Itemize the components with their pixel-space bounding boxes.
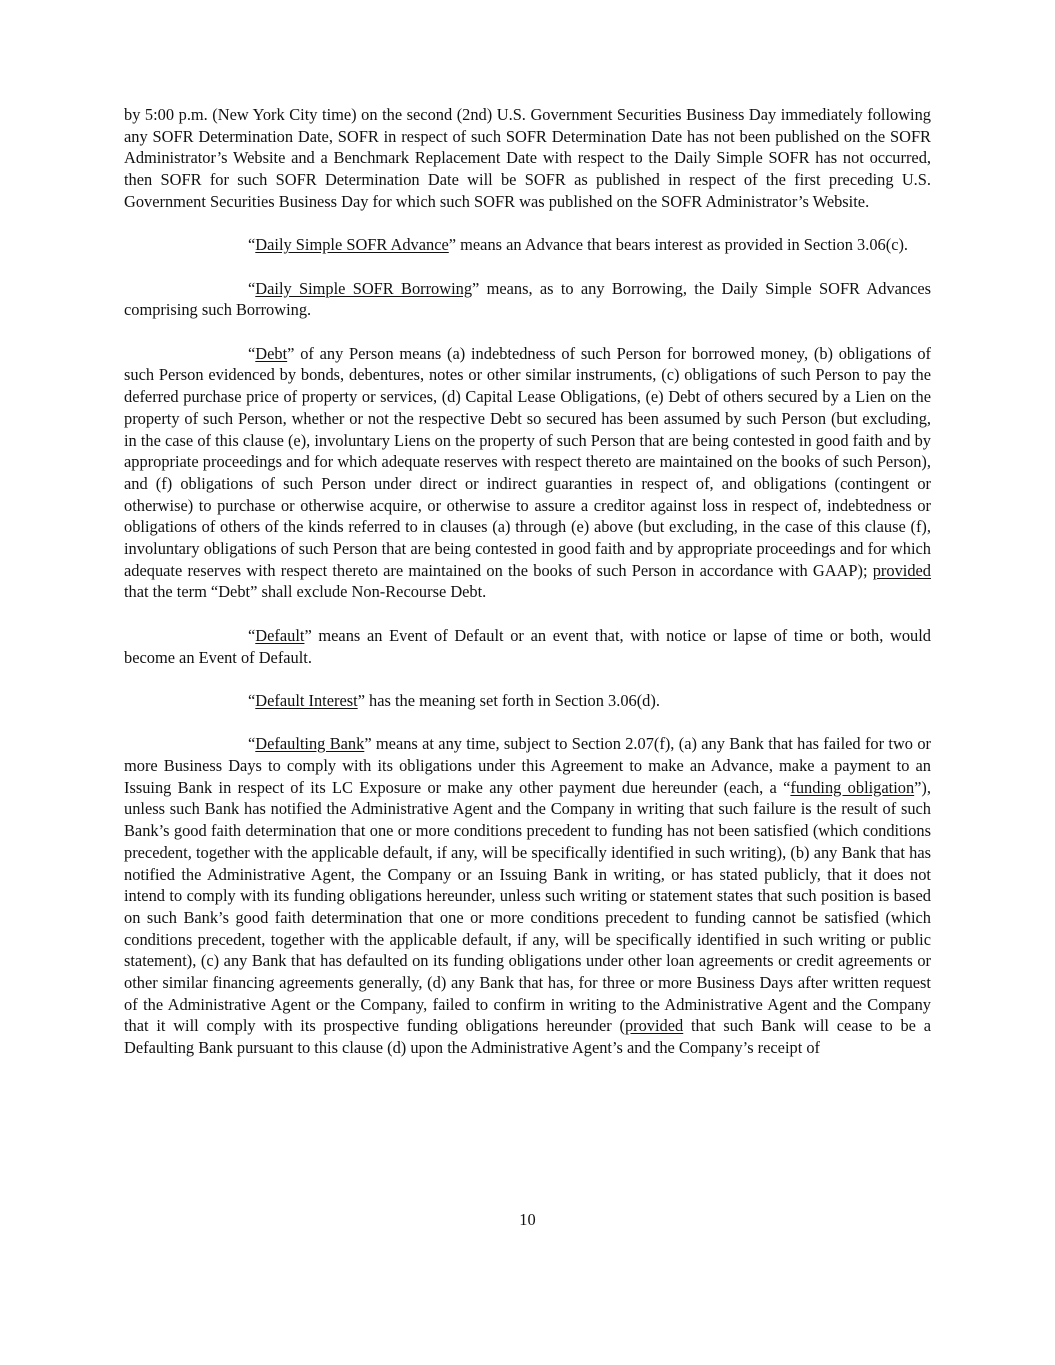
definition-text-end: that the term “Debt” shall exclude Non-Recourse Debt. [124, 582, 487, 602]
open-quote: “ [248, 278, 256, 298]
definition-text: ” means an Event of Default or an event that, with notice or lapse of time or both, would become an Event of Default. [124, 625, 931, 667]
defined-term: Default Interest [255, 690, 358, 710]
defined-term: Defaulting Bank [255, 734, 365, 754]
definition-default [124, 625, 931, 668]
open-quote: “ [248, 625, 256, 645]
definition-daily-simple-sofr-borrowing [124, 278, 931, 321]
definition-daily-simple-sofr-advance [124, 234, 931, 256]
open-quote: “ [248, 343, 256, 363]
definition-debt [124, 343, 931, 603]
definition-defaulting-bank [124, 733, 931, 1059]
document-page [124, 104, 931, 1081]
definition-text: ” means, as to any Borrowing, the Daily Simple SOFR Advances comprising such Borrowing. [124, 278, 932, 320]
definition-text: ” means an Advance that bears interest as provided in Section 3.06(c). [448, 235, 909, 255]
definition-text: ” has the meaning set forth in Section 3.06(d). [357, 690, 660, 710]
definition-default-interest [124, 690, 931, 712]
funding-obligation-term: funding obligation [790, 777, 915, 797]
provided-term: provided [624, 1016, 684, 1036]
paragraph-text: by 5:00 p.m. (New York City time) on the second (2nd) U.S. Government Securities Business Day immediately following any SOFR Determination Date, SOFR in respect of such SOFR Determination Date has not been published on the SOFR Administrator’s Website and a Benchmark Replacement Date with respect to the Daily Simple SOFR has not occurred, then SOFR for such SOFR Determination Date will be SOFR as published in respect of the first preceding U.S. Government Securities Business Day for which such SOFR was published on the SOFR Administrator’s Website. [124, 105, 931, 211]
definition-text: ” of any Person means (a) indebtedness of such Person for borrowed money, (b) obligations of such Person evidenced by bonds, debentures, notes or other similar instruments, (c) obligations of such Person to pay the deferred purchase price of property or services, (d) Capital Lease Obligations, (e) Debt of others secured by a Lien on the property of such Person, whether or not the respective Debt so secured has been assumed by such Person (but excluding, in the case of this clause (e), involuntary Liens on the property of such Person that are being contested in good faith and by appropriate proceedings and for which adequate reserves with respect thereto are maintained on the books of such Person), and (f) obligations of such Person under direct or indirect guaranties in respect of, and obligations (contingent or otherwise) to purchase or otherwise acquire, or otherwise to assure a creditor against loss in respect of, indebtedness or obligations of others of the kinds referred to in clauses (a) through (e) above (but excluding, in the case of this clause (f), involuntary obligations of such Person that are being contested in good faith and by appropriate proceedings and for which adequate reserves with respect thereto are maintained on the books of such Person in accordance with GAAP); [124, 343, 931, 580]
provided-term: provided [872, 560, 931, 580]
defined-term: Debt [255, 343, 288, 363]
paragraph-sofr-continuation [124, 104, 931, 213]
open-quote: “ [248, 235, 256, 255]
definition-text: ”), unless such Bank has notified the Administrative Agent and the Company in writing that such failure is the result of such Bank’s good faith determination that one or more conditions precedent to funding has not been satisfied (which conditions precedent, together with the applicable default, if any, will be specifically identified in such writing), (b) any Bank that has notified the Administrative Agent, the Company or an Issuing Bank in writing, or has stated publicly, that it does not intend to comply with its funding obligations hereunder, unless such writing or statement states that such position is based on such Bank’s good faith determination that one or more conditions precedent to funding cannot be satisfied (which conditions precedent, together with the applicable default, if any, will be specifically identified in such writing or public statement), (c) any Bank that has defaulted on its funding obligations under other loan agreements or credit agreements or other similar financing agreements generally, (d) any Bank that has, for three or more Business Days after written request of the Administrative Agent or the Company, failed to confirm in writing to the Administrative Agent and the Company that it will comply with its prospective funding obligations hereunder ( [124, 777, 931, 1036]
page-number: 10 [519, 1210, 536, 1229]
defined-term: Daily Simple SOFR Borrowing [255, 278, 473, 298]
open-quote: “ [248, 690, 256, 710]
definition-text: that such Bank will cease to be a Defaulting Bank pursuant to this clause (d) upon the Administrative Agent’s and the Company’s receipt of [124, 1016, 931, 1058]
open-quote: “ [248, 734, 256, 754]
defined-term: Daily Simple SOFR Advance [255, 235, 449, 255]
defined-term: Default [255, 625, 305, 645]
definition-text: ” means at any time, subject to Section 2.07(f), (a) any Bank that has failed for two or more Business Days to comply with its obligations under this Agreement to make an Advance, make a payment to an Issuing Bank in respect of its LC Exposure or make any other payment due hereunder (each, a “ [124, 734, 931, 797]
